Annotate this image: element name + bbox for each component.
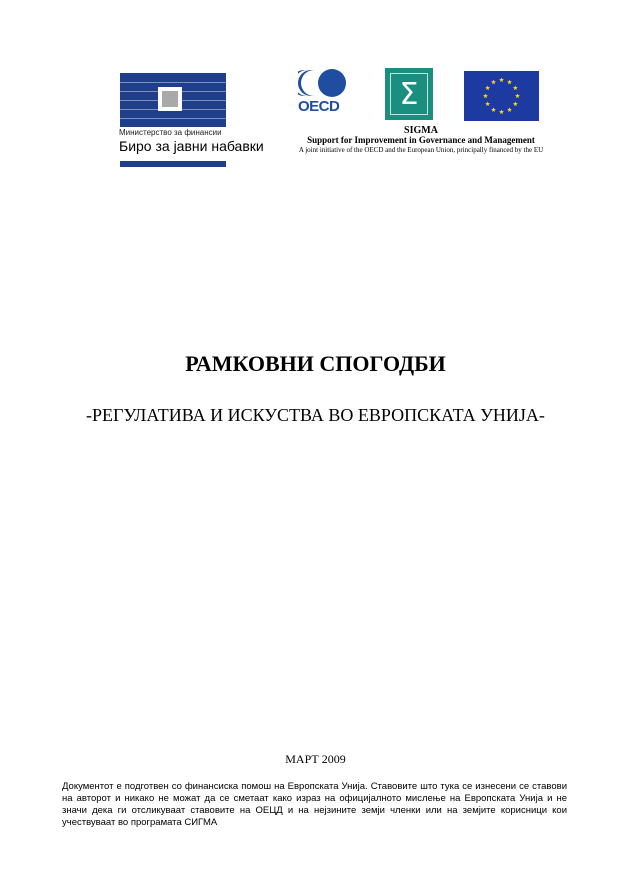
oecd-logo	[298, 68, 358, 122]
ministry-underline	[120, 161, 226, 167]
document-title: РАМКОВНИ СПОГОДБИ	[185, 351, 446, 376]
eu-star-icon	[499, 109, 504, 114]
eu-star-icon	[499, 77, 504, 82]
sigma-symbol-icon: Σ	[390, 73, 428, 115]
ministry-emblem	[120, 73, 226, 127]
eu-star-icon	[485, 101, 490, 106]
ministry-logo	[95, 64, 264, 180]
sigma-logo	[385, 68, 433, 120]
eu-star-icon	[515, 93, 520, 98]
ministry-name: Биро за јавни набавки	[119, 138, 264, 154]
sigma-full-name: Support for Improvement in Governance and Management	[307, 135, 535, 145]
eu-star-icon	[513, 101, 518, 106]
eu-star-icon	[491, 80, 496, 85]
disclaimer-text: Документот е подготвен со финансиска помош на Европската Унија. Ставовите што тука се изнесени се ставови на авторот и никако не можат да се сметаат како израз на официјалното мислење на Европската Унија и не значи дека ги отсликуваат ставовите на ОЕЦД и на нејзините земји членки или на земјите корисници кои учествуваат во програмата СИГМА	[62, 781, 567, 828]
sigma-name: SIGMA	[404, 125, 438, 136]
sigma-description: A joint initiative of the OECD and the European Union, principally financed by the EU	[298, 145, 544, 154]
sigma-caption	[290, 125, 552, 155]
eu-star-icon	[491, 107, 496, 112]
eu-star-icon	[507, 107, 512, 112]
eu-star-icon	[483, 93, 488, 98]
eu-star-icon	[507, 80, 512, 85]
eu-stars	[464, 71, 539, 121]
ministry-small-text: Министерство за финансии	[119, 128, 222, 137]
document-subtitle: -РЕГУЛАТИВА И ИСКУСТВА ВО ЕВРОПСКАТА УНИЈА-	[86, 405, 545, 425]
oecd-emblem	[298, 68, 358, 98]
document-date: МАРТ 2009	[285, 752, 346, 766]
eu-star-icon	[513, 85, 518, 90]
eu-flag-icon	[464, 71, 539, 121]
eu-star-icon	[485, 85, 490, 90]
oecd-logo-text: OECD	[298, 98, 340, 115]
